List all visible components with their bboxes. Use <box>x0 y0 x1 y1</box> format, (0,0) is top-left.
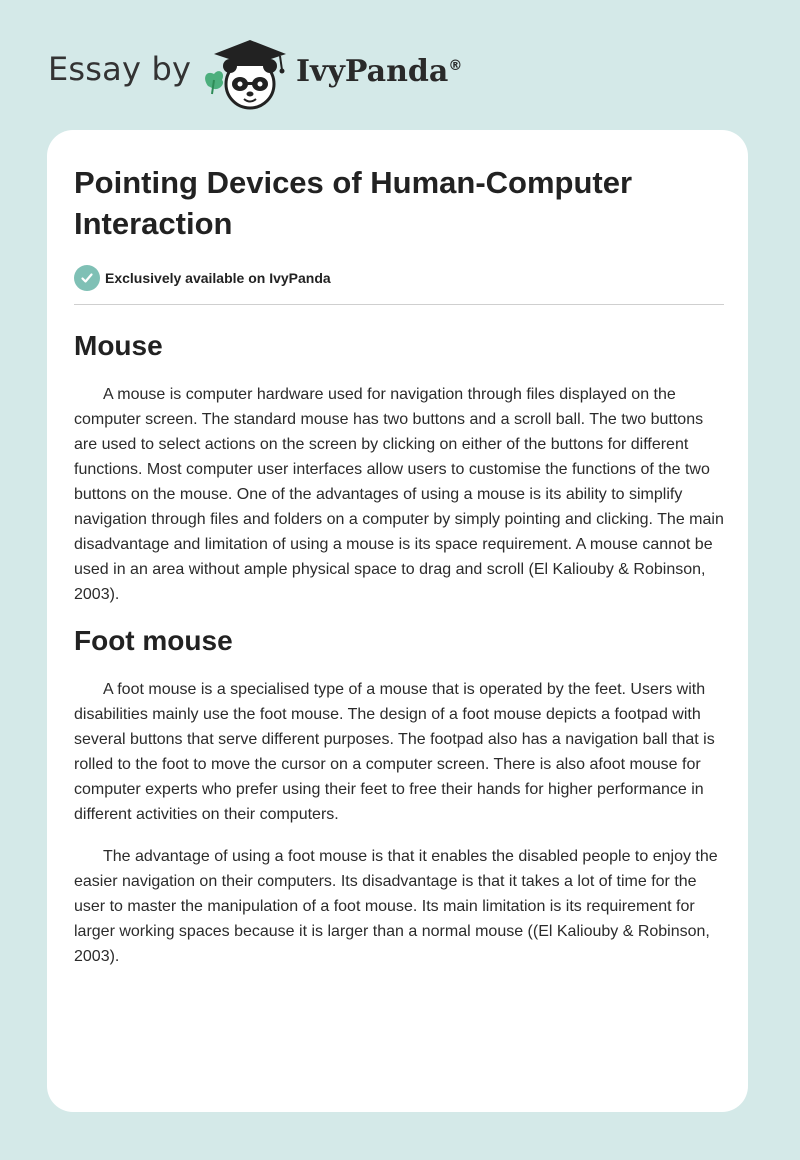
panda-graduation-cap-icon[interactable] <box>200 34 300 114</box>
essay-content <box>74 162 724 969</box>
section-heading-foot-mouse: Foot mouse <box>74 625 233 656</box>
registered-mark: ® <box>448 58 463 74</box>
exclusive-label: Exclusively available on IvyPanda <box>105 270 331 286</box>
divider <box>74 304 724 305</box>
essay-card <box>47 130 748 1112</box>
paragraph: A mouse is computer hardware used for navigation through files displayed on the computer screen. The standard mouse has two buttons and a scroll ball. The two buttons are used to select actions on the screen by clicking on either of the buttons for different functions. Most computer user interfaces allow users to customise the functions of the two buttons on the mouse. One of the advantages of using a mouse is its ability to simplify navigation through files and folders on a computer by simply pointing and clicking. The main disadvantage and limitation of using a mouse is its space requirement. A mouse cannot be used in an area without ample physical space to drag and scroll (El Kaliouby & Robinson, 2003). <box>74 386 724 603</box>
site-header <box>48 30 748 110</box>
check-circle-icon <box>74 265 100 291</box>
exclusive-badge <box>74 264 724 292</box>
paragraph: The advantage of using a foot mouse is that it enables the disabled people to enjoy the easier navigation on their computers. Its disadvantage is that it takes a lot of time for the user to master the manipulation of a foot mouse. Its main limitation is its requirement for larger working spaces because it is larger than a normal mouse ((El Kaliouby & Robinson, 2003). <box>74 848 718 965</box>
brand-name[interactable]: IvyPanda® <box>296 54 463 89</box>
brand-prefix: Essay by <box>48 50 192 88</box>
section-heading-mouse: Mouse <box>74 330 163 361</box>
page-title: Pointing Devices of Human-Computer Interaction <box>74 165 633 241</box>
paragraph: A foot mouse is a specialised type of a mouse that is operated by the feet. Users with disabilities mainly use the foot mouse. The design of a foot mouse depicts a footpad with several buttons that serve different purposes. The footpad also has a navigation ball that is rolled to the foot to move the cursor on a computer screen. There is also afoot mouse for computer experts who prefer using their feet to free their hands for higher performance in different activities on their computers. <box>74 681 715 823</box>
